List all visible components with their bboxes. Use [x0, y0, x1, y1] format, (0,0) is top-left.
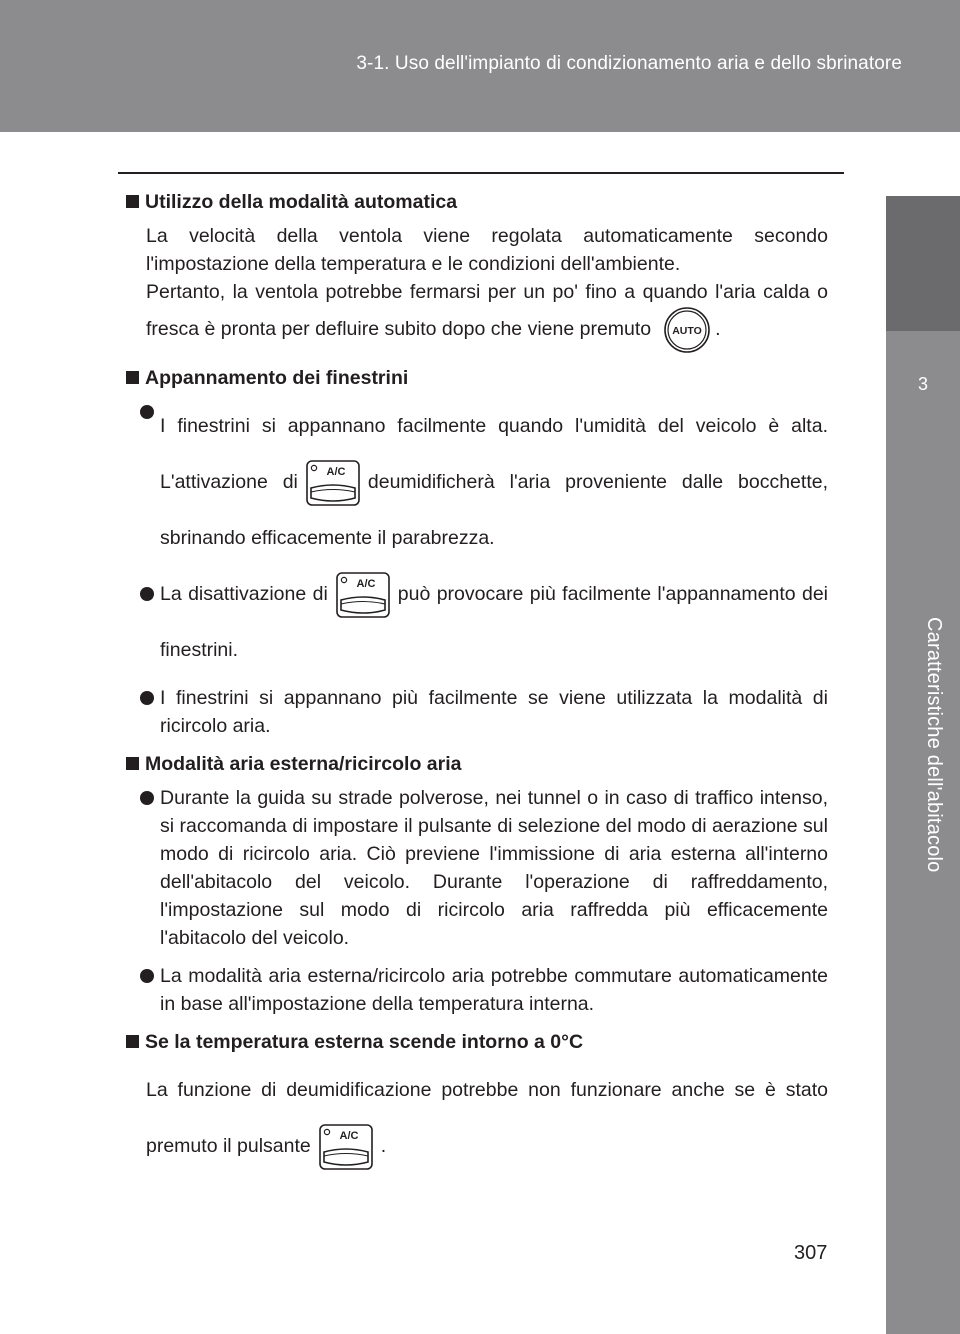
paragraph-cold — [126, 1062, 828, 1174]
bullet-dot — [140, 691, 154, 705]
auto-button-icon — [663, 306, 711, 354]
section-title: 3-1. Uso dell'impianto di condizionamento aria e dello sbrinatore — [356, 53, 902, 74]
bullet-air-2 — [126, 962, 828, 1018]
paragraph-text: Pertanto, la ventola potrebbe fermarsi per un po' fino a quando l'aria calda o fresca è pronta per defluire subito dopo che viene premuto — [146, 281, 828, 341]
header-rule — [118, 172, 844, 174]
ac-button-icon — [336, 572, 390, 618]
ac-icon-label: A/C — [356, 577, 376, 590]
ac-button-icon — [306, 460, 360, 506]
ac-button-icon — [319, 1124, 373, 1170]
chapter-number: 3 — [917, 374, 928, 394]
page-number: 307 — [794, 1242, 828, 1264]
heading-fogging: Appannamento dei finestrini — [126, 364, 828, 392]
bullet-text: I finestrini si appannano facilmente quando l'umidità del veicolo è alta. L'attivazione di — [160, 415, 828, 493]
bullet-text: La disattivazione di — [160, 583, 328, 605]
bullet-text-cont: può provocare più facilmente l'appannamento dei finestrini. — [160, 583, 829, 661]
ac-icon-label: A/C — [326, 465, 346, 478]
bullet-text-cont: deumidificherà l'aria proveniente dalle bocchette, sbrinando efficacemente il parabrezza. — [160, 471, 828, 549]
heading-auto-mode: Utilizzo della modalità automatica — [126, 188, 828, 216]
heading-cold: Se la temperatura esterna scende intorno a 0°C — [126, 1028, 828, 1056]
bullet-dot — [140, 969, 154, 983]
auto-icon-label: AUTO — [672, 325, 702, 337]
bullet-dot — [140, 405, 154, 419]
bullet-text: I finestrini si appannano più facilmente se viene utilizzata la modalità di ricircolo aria. — [160, 687, 828, 737]
page-content — [126, 188, 828, 1174]
paragraph-auto-pause — [126, 278, 828, 354]
bullet-fogging-1 — [126, 398, 828, 566]
ac-icon-label: A/C — [339, 1129, 359, 1142]
paragraph-text-end: . — [380, 1135, 387, 1157]
paragraph-auto-fan: La velocità della ventola viene regolata automaticamente secondo l'impostazione della temperatura e le condizioni dell'ambiente. — [146, 225, 828, 275]
bullet-text: La modalità aria esterna/ricircolo aria potrebbe commutare automaticamente in base all'impostazione della temperatura interna. — [160, 965, 828, 1015]
bullet-fogging-3 — [126, 684, 828, 740]
heading-air-mode: Modalità aria esterna/ricircolo aria — [126, 750, 828, 778]
bullet-dot — [140, 587, 154, 601]
bullet-dot — [140, 791, 154, 805]
paragraph-text-end: . — [715, 318, 721, 341]
bullet-text: Durante la guida su strade polverose, nei tunnel o in caso di traffico intenso, si raccomanda di impostare il pulsante di selezione del modo di aerazione sul modo di ricircolo aria. Ciò previene l'immissione di aria esterna all'interno dell'abitacolo del veicolo. Durante l'operazione di raffreddamento, l'impostazione sul modo di ricircolo aria raffredda più efficacemente l'abitacolo del veicolo. — [160, 787, 828, 949]
chapter-tab-marker — [886, 196, 960, 331]
bullet-air-1 — [126, 784, 828, 952]
page-header — [0, 0, 960, 132]
paragraph-text: La funzione di deumidificazione potrebbe non funzionare anche se è stato premuto il pulsante — [146, 1079, 828, 1157]
bullet-fogging-2 — [126, 566, 828, 678]
chapter-title: Caratteristiche dell'abitacolo — [923, 617, 945, 873]
